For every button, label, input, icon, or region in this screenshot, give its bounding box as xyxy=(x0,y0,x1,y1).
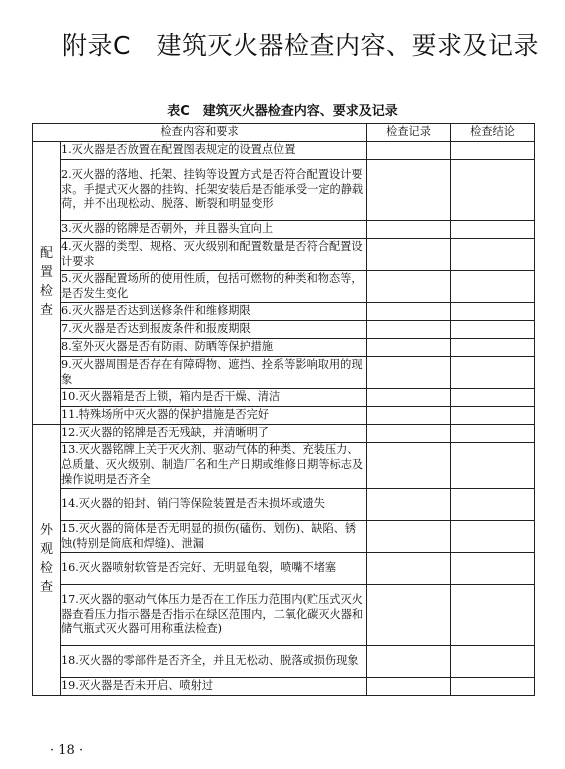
conclusion-cell[interactable] xyxy=(451,553,535,585)
inspection-item: 12.灭火器的铭牌是否无残缺，并清晰明了 xyxy=(61,425,367,443)
table-row xyxy=(33,389,535,407)
inspection-item: 11.特殊场所中灭火器的保护措施是否完好 xyxy=(61,407,367,425)
inspection-item: 10.灭火器箱是否上锁，箱内是否干燥、清洁 xyxy=(61,389,367,407)
conclusion-cell[interactable] xyxy=(451,142,535,160)
conclusion-cell[interactable] xyxy=(451,407,535,425)
inspection-item: 17.灭火器的驱动气体压力是否在工作压力范围内(贮压式灭火器查看压力指示器是否指示在绿区范围内，二氧化碳灭火器和储气瓶式灭火器可用称重法检查) xyxy=(61,585,367,646)
record-cell[interactable] xyxy=(367,303,451,321)
table-row xyxy=(33,271,535,303)
table-row xyxy=(33,221,535,239)
conclusion-cell[interactable] xyxy=(451,678,535,696)
header-content: 检查内容和要求 xyxy=(33,124,367,142)
table-row xyxy=(33,142,535,160)
record-cell[interactable] xyxy=(367,271,451,303)
inspection-item: 13.灭火器铭牌上关于灭火剂、驱动气体的种类、充装压力、总质量、灭火级别、制造厂名和生产日期或维修日期等标志及操作说明是否齐全 xyxy=(61,443,367,489)
inspection-item: 19.灭火器是否未开启、喷射过 xyxy=(61,678,367,696)
group-label: 配 置 检 查 xyxy=(33,142,61,425)
page-number: · 18 · xyxy=(50,743,84,758)
table-row xyxy=(33,489,535,521)
record-cell[interactable] xyxy=(367,646,451,678)
record-cell[interactable] xyxy=(367,678,451,696)
record-cell[interactable] xyxy=(367,221,451,239)
conclusion-cell[interactable] xyxy=(451,321,535,339)
record-cell[interactable] xyxy=(367,357,451,389)
conclusion-cell[interactable] xyxy=(451,646,535,678)
table-row xyxy=(33,339,535,357)
table-row xyxy=(33,239,535,271)
conclusion-cell[interactable] xyxy=(451,160,535,221)
record-cell[interactable] xyxy=(367,321,451,339)
conclusion-cell[interactable] xyxy=(451,357,535,389)
conclusion-cell[interactable] xyxy=(451,221,535,239)
appendix-title: 附录C 建筑灭火器检查内容、要求及记录 xyxy=(62,31,539,60)
inspection-item: 9.灭火器周围是否存在有障碍物、遮挡、拴系等影响取用的现象 xyxy=(61,357,367,389)
inspection-item: 5.灭火器配置场所的使用性质，包括可燃物的种类和物态等，是否发生变化 xyxy=(61,271,367,303)
record-cell[interactable] xyxy=(367,489,451,521)
inspection-item: 8.室外灭火器是否有防雨、防晒等保护措施 xyxy=(61,339,367,357)
table-header-row xyxy=(33,124,535,142)
inspection-item: 18.灭火器的零部件是否齐全，并且无松动、脱落或损伤现象 xyxy=(61,646,367,678)
conclusion-cell[interactable] xyxy=(451,389,535,407)
table-row xyxy=(33,303,535,321)
inspection-item: 16.灭火器喷射软管是否完好、无明显龟裂，喷嘴不堵塞 xyxy=(61,553,367,585)
conclusion-cell[interactable] xyxy=(451,425,535,443)
conclusion-cell[interactable] xyxy=(451,339,535,357)
conclusion-cell[interactable] xyxy=(451,239,535,271)
table-row xyxy=(33,678,535,696)
inspection-item: 14.灭火器的铅封、销闩等保险装置是否未损坏或遗失 xyxy=(61,489,367,521)
table-row xyxy=(33,160,535,221)
record-cell[interactable] xyxy=(367,389,451,407)
record-cell[interactable] xyxy=(367,239,451,271)
header-record: 检查记录 xyxy=(367,124,451,142)
inspection-item: 6.灭火器是否达到送修条件和维修期限 xyxy=(61,303,367,321)
inspection-item: 3.灭火器的铭牌是否朝外，并且器头宜向上 xyxy=(61,221,367,239)
table-row xyxy=(33,553,535,585)
table-row xyxy=(33,357,535,389)
table-caption: 表C 建筑灭火器检查内容、要求及记录 xyxy=(167,104,398,119)
table-row xyxy=(33,521,535,553)
record-cell[interactable] xyxy=(367,585,451,646)
record-cell[interactable] xyxy=(367,339,451,357)
inspection-item: 7.灭火器是否达到报废条件和报废期限 xyxy=(61,321,367,339)
inspection-item: 1.灭火器是否放置在配置图表规定的设置点位置 xyxy=(61,142,367,160)
table-row xyxy=(33,585,535,646)
conclusion-cell[interactable] xyxy=(451,443,535,489)
record-cell[interactable] xyxy=(367,521,451,553)
inspection-item: 2.灭火器的落地、托架、挂钩等设置方式是否符合配置设计要求。手提式灭火器的挂钩、托架安装后是否能承受一定的静载荷，并不出现松动、脱落、断裂和明显变形 xyxy=(61,160,367,221)
conclusion-cell[interactable] xyxy=(451,521,535,553)
conclusion-cell[interactable] xyxy=(451,271,535,303)
table-body xyxy=(33,142,535,696)
record-cell[interactable] xyxy=(367,160,451,221)
inspection-item: 4.灭火器的类型、规格、灭火级别和配置数量是否符合配置设计要求 xyxy=(61,239,367,271)
record-cell[interactable] xyxy=(367,407,451,425)
conclusion-cell[interactable] xyxy=(451,585,535,646)
table-row xyxy=(33,425,535,443)
table-row xyxy=(33,646,535,678)
table-row xyxy=(33,407,535,425)
inspection-item: 15.灭火器的筒体是否无明显的损伤(磕伤、划伤)、缺陷、锈蚀(特别是筒底和焊缝)、泄漏 xyxy=(61,521,367,553)
header-conclusion: 检查结论 xyxy=(451,124,535,142)
record-cell[interactable] xyxy=(367,443,451,489)
record-cell[interactable] xyxy=(367,553,451,585)
table-row xyxy=(33,443,535,489)
group-label: 外 观 检 查 xyxy=(33,425,61,696)
record-cell[interactable] xyxy=(367,425,451,443)
conclusion-cell[interactable] xyxy=(451,489,535,521)
record-cell[interactable] xyxy=(367,142,451,160)
conclusion-cell[interactable] xyxy=(451,303,535,321)
table-row xyxy=(33,321,535,339)
inspection-table xyxy=(32,123,535,696)
